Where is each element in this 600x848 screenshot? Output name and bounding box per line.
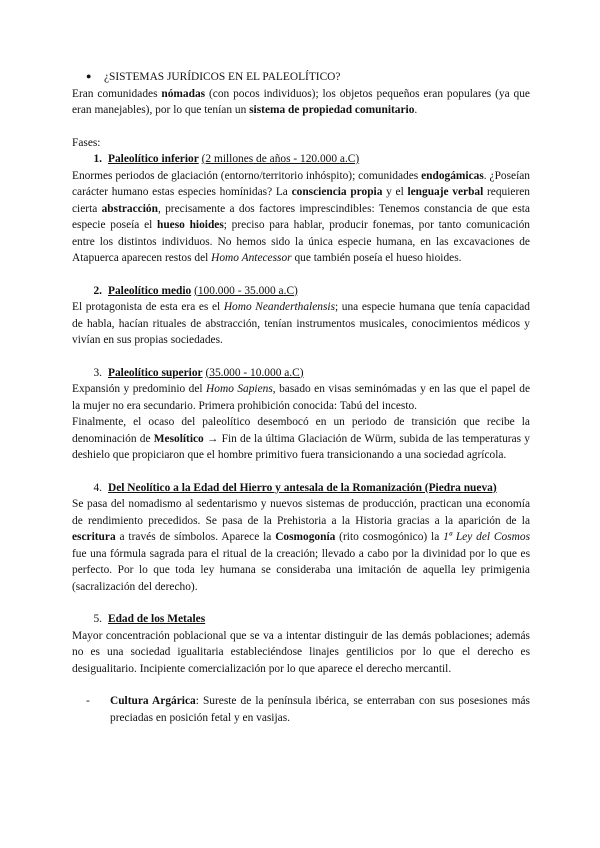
- section-3-paragraph-2: [72, 414, 530, 464]
- section-number: 1.: [93, 153, 102, 165]
- spacer: [72, 464, 530, 480]
- section-3-paragraph: [72, 381, 530, 414]
- section-heading-5: [72, 611, 530, 628]
- para-text: Mayor concentración poblacional que se va a intentar distinguir de las demás poblaciones; además no es una sociedad igualitaria estableciéndose linajes gentilicios por lo que el derecho es desigualitario. Incipiente comercialización por lo que aparece el derecho mercantil.: [72, 629, 530, 675]
- page-title: ¿SISTEMAS JURÍDICOS EN EL PALEOLÍTICO?: [104, 71, 341, 83]
- para-italic: 1ª Ley del Cosmos: [443, 531, 530, 543]
- para-text: ; una especie humana que tenía capacidad de habla, hacían rituales de abstracción, tenían instrumentos musicales, conocimientos médicos y vivían en sus propias sociedades.: [72, 301, 530, 346]
- para-text: Se pasa del nomadismo al sedentarismo y nuevos sistemas de producción, practican una economía de rendimiento precedidos. Se pasa de la Prehistoria a la Historia gracias a la aparición de la: [72, 498, 530, 527]
- section-1-paragraph: [72, 168, 530, 267]
- section-heading-2: [72, 283, 530, 300]
- section-heading-3: [72, 365, 530, 382]
- para-text: . ¿Poseían carácter humano estas especies homínidas? La: [72, 169, 530, 198]
- para-bold: Cultura Argárica: [110, 695, 196, 707]
- section-5-paragraph: [72, 628, 530, 678]
- para-text: (rito cosmogónico) la: [335, 531, 444, 543]
- spacer: [72, 677, 530, 693]
- para-italic: Homo Neanderthalensis: [223, 301, 335, 313]
- dash-marker: -: [86, 695, 90, 707]
- intro-paragraph: [72, 86, 530, 119]
- section-title: Paleolítico inferior: [108, 153, 199, 165]
- section-heading-1: [72, 151, 530, 168]
- argarica-list-item: [86, 693, 530, 726]
- para-text: a través de símbolos. Aparece la: [115, 531, 276, 543]
- section-4-paragraph: [72, 496, 530, 595]
- spacer: [72, 595, 530, 611]
- para-text: , precisamente a dos factores imprescindibles: Tenemos constancia de que esta especie poseía el: [72, 202, 530, 231]
- para-italic: Homo Sapiens: [206, 383, 273, 395]
- para-text: El protagonista de esta era es el: [72, 301, 224, 313]
- para-text: ; preciso para hablar, producir fonemas, por tanto comunicación entre los distintos individuos. No hemos sido la única especie humana, en las excavaciones de Atapuerca aparecen restos del: [72, 219, 530, 264]
- para-text: fue una fórmula sagrada para el ritual de la creación; llevado a cabo por la divinidad por lo que es perfecto. Por lo que toda ley humana se consideraba una imitación de aquella ley primigenia (sacralización del derecho).: [72, 547, 530, 593]
- argarica-text: [110, 693, 530, 726]
- spacer: [72, 267, 530, 283]
- para-text: → Fin de la última Glaciación de Würm, subida de las temperaturas y deshielo que propiciaron que el hombre primitivo fuera transicionando a una sociedad agrícola.: [72, 432, 530, 461]
- para-text: , basado en visas seminómadas y en las que el papel de la mujer no era secundario. Primera prohibición conocida: Tabú del incesto.: [72, 383, 530, 412]
- section-range: (2 millones de años - 120.000 a.C): [201, 153, 360, 165]
- para-italic: Homo Antecessor: [211, 252, 292, 264]
- para-text: Enormes periodos de glaciación (entorno/territorio inhóspito); comunidades: [72, 169, 422, 182]
- para-bold: Mesolítico: [153, 432, 204, 445]
- section-title: Del Neolítico a la Edad del Hierro y antesala de la Romanización (Piedra nueva): [108, 481, 497, 494]
- para-text: Expansión y predominio del: [72, 383, 207, 395]
- section-title: Paleolítico superior: [108, 366, 203, 379]
- section-heading-4: [72, 480, 530, 497]
- para-bold: escritura: [72, 531, 116, 543]
- document-body: [72, 68, 530, 726]
- para-text: requieren cierta: [72, 186, 530, 215]
- para-bold: hueso hioides: [157, 219, 224, 231]
- bullet-dot-icon: ●: [86, 71, 92, 81]
- section-2-paragraph: [72, 299, 530, 349]
- section-range: (100.000 - 35.000 a.C): [194, 284, 298, 297]
- para-bold: Cosmogonía: [275, 531, 336, 543]
- spacer: [72, 349, 530, 365]
- intro-text: Eran comunidades: [72, 87, 162, 100]
- para-text: Finalmente, el ocaso del paleolítico desembocó en un periodo de transición que recibe la denominación de: [72, 416, 530, 445]
- para-text: que también poseía el hueso hioides.: [291, 252, 462, 264]
- para-text: : Sureste de la península ibérica, se enterraban con sus posesiones más preciadas en posición fetal y en vasijas.: [110, 695, 530, 724]
- section-number: 2.: [93, 284, 102, 297]
- title-bullet: [86, 68, 530, 86]
- section-title: Paleolítico medio: [108, 284, 192, 297]
- section-number: 4.: [93, 481, 102, 494]
- fases-label: Fases:: [72, 136, 101, 149]
- para-bold: lenguaje verbal: [407, 186, 484, 198]
- intro-text: .: [414, 104, 418, 116]
- intro-bold: sistema de propiedad comunitario: [249, 104, 415, 116]
- intro-text: (con pocos individuos); los objetos pequeños eran populares (ya que eran manejables), por lo que tenían un: [72, 87, 530, 116]
- section-number: 3.: [93, 366, 102, 379]
- para-bold: abstracción: [101, 202, 158, 215]
- section-title: Edad de los Metales: [108, 613, 206, 625]
- para-bold: consciencia propia: [291, 186, 383, 198]
- para-bold: endogámicas: [421, 169, 484, 182]
- section-number: 5.: [93, 613, 102, 625]
- para-text: y el: [382, 186, 408, 198]
- intro-bold: nómadas: [161, 87, 206, 100]
- section-range: (35.000 - 10.000 a.C): [205, 366, 304, 379]
